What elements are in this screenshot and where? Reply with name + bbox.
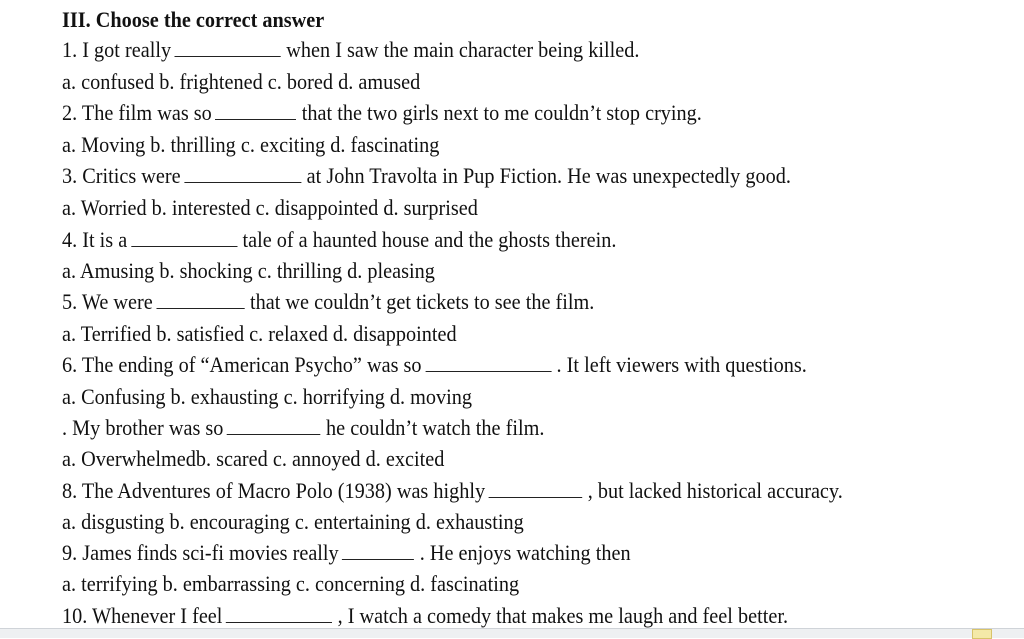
options-5: a. Terrified b. satisfied c. relaxed d. disappointed [62, 321, 457, 346]
question-5 [62, 289, 594, 315]
answer-blank-10[interactable] [226, 604, 332, 623]
answer-blank-5[interactable] [156, 290, 244, 309]
question-10 [62, 603, 788, 629]
options-6: a. Confusing b. exhausting c. horrifying d. moving [62, 384, 473, 409]
question-1 [62, 37, 639, 63]
question-2-stem: 2. The film was so [62, 100, 212, 125]
question-10-stem: 10. Whenever I feel [62, 603, 223, 628]
question-10-tail: , I watch a comedy that makes me laugh and feel better. [337, 603, 789, 628]
question-8 [62, 478, 843, 504]
options-8: a. disgusting b. encouraging c. entertaining d. exhausting [62, 509, 524, 534]
question-6-stem: 6. The ending of “American Psycho” was so [62, 352, 422, 377]
question-4-stem: 4. It is a [62, 227, 128, 252]
answer-blank-3[interactable] [184, 164, 301, 183]
question-3-stem: 3. Critics were [62, 163, 181, 188]
question-9-tail: . He enjoys watching then [419, 540, 631, 565]
note-marker-icon [972, 629, 992, 639]
question-7 [62, 415, 544, 441]
options-7: a. Overwhelmedb. scared c. annoyed d. excited [62, 446, 445, 471]
question-8-stem: 8. The Adventures of Macro Polo (1938) was highly [62, 478, 486, 503]
answer-blank-9[interactable] [342, 541, 414, 560]
question-6 [62, 352, 807, 378]
question-4-tail: tale of a haunted house and the ghosts therein. [242, 227, 617, 252]
options-2: a. Moving b. thrilling c. exciting d. fascinating [62, 132, 440, 157]
options-1: a. confused b. frightened c. bored d. amused [62, 69, 421, 94]
question-2 [62, 100, 702, 126]
answer-blank-7[interactable] [227, 416, 321, 435]
question-8-tail: , but lacked historical accuracy. [587, 478, 843, 503]
question-6-tail: . It left viewers with questions. [556, 352, 807, 377]
options-9: a. terrifying b. embarrassing c. concerning d. fascinating [62, 571, 520, 596]
options-3: a. Worried b. interested c. disappointed d. surprised [62, 195, 478, 220]
question-2-tail: that the two girls next to me couldn’t stop crying. [301, 100, 702, 125]
answer-blank-8[interactable] [489, 479, 583, 498]
question-9 [62, 540, 631, 566]
question-4 [62, 227, 616, 253]
options-4: a. Amusing b. shocking c. thrilling d. pleasing [62, 258, 435, 283]
question-9-stem: 9. James finds sci-fi movies really [62, 540, 339, 565]
question-5-tail: that we couldn’t get tickets to see the film. [249, 289, 595, 314]
question-5-stem: 5. We were [62, 289, 153, 314]
question-3-tail: at John Travolta in Pup Fiction. He was unexpectedly good. [306, 163, 791, 188]
question-1-tail: when I saw the main character being killed. [286, 37, 640, 62]
question-7-stem: . My brother was so [62, 415, 224, 440]
answer-blank-6[interactable] [425, 353, 551, 372]
answer-blank-1[interactable] [175, 38, 281, 57]
question-7-tail: he couldn’t watch the film. [326, 415, 545, 440]
question-1-stem: 1. I got really [62, 37, 172, 62]
question-3 [62, 163, 791, 189]
answer-blank-4[interactable] [131, 228, 237, 247]
answer-blank-2[interactable] [215, 101, 296, 120]
section-title: III. Choose the correct answer [62, 7, 325, 32]
